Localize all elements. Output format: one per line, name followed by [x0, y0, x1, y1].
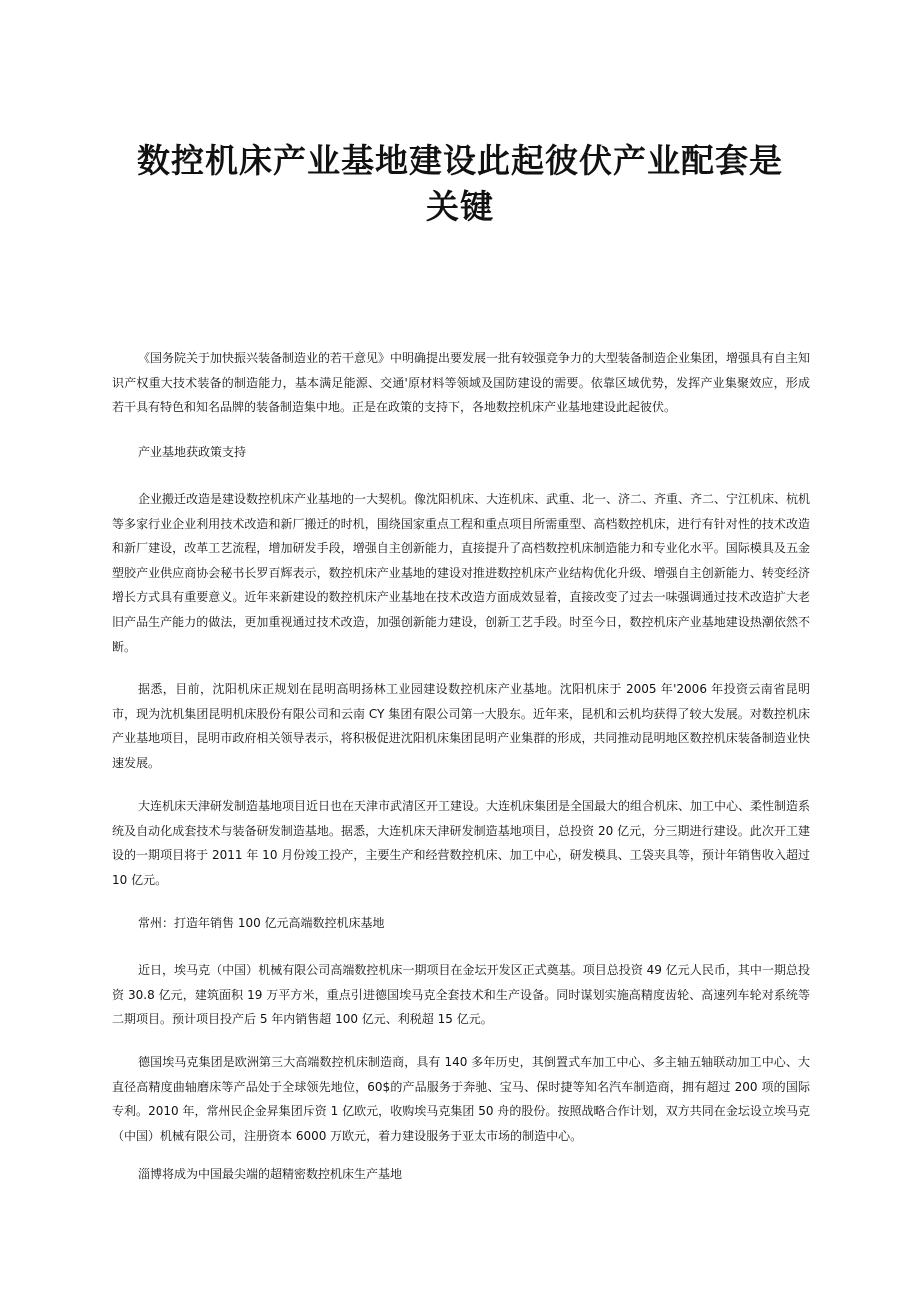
paragraph-dalian: 大连机床天津研发制造基地项目近日也在天津市武清区开工建设。大连机床集团是全国最大的组合机床、加工中心、柔性制造系统及自动化成套技术与装备研发制造基地。据悉，大连机床天津研发制造基地项目，总投资 20 亿元，分三期进行建设。此次开工建设的一期项目将于 2011 年 10 月份竣工投产，主要生产和经营数控机床、加工中心，研发模具、工袋夹具等，预计年销售收入超过 10 亿元。 [112, 799, 811, 887]
paragraph-intro: 《国务院关于加快振兴装备制造业的若干意见》中明确提出要发展一批有较强竞争力的大型装备制造企业集团，增强具有自主知识产权重大技术装备的制造能力，基本满足能源、交通'原材料等领域及国防建设的需要。依靠区域优势，发挥产业集聚效应，形成若干具有特色和知名品牌的装备制造集中地。正是在政策的支持下，各地数控机床产业基地建设此起彼伏。 [112, 351, 811, 415]
section-heading-zibo: 淄博将成为中国最尖端的超精密数控机床生产基地 [138, 1167, 403, 1181]
paragraph-emag-group: 德国埃马克集团是欧洲第三大高端数控机床制造商，具有 140 多年历史，其倒置式车加工中心、多主轴五轴联动加工中心、大直径高精度曲轴磨床等产品处于全球领先地位，60$的产品服务于奔驰、宝马、保时捷等知名汽车制造商，拥有超过 200 项的国际专利。2010 年，常州民企金昇集团斥资 1 亿欧元，收购埃马克集团 50 舟的股份。按照战略合作计划，双方共同在金坛设立埃马克（中国）机械有限公司，注册资本 6000 万欧元，着力建设服务于亚太市场的制造中心。 [112, 1055, 810, 1143]
paragraph-relocation: 企业搬迁改造是建设数控机床产业基地的一大契机。像沈阳机床、大连机床、武重、北一、济二、齐重、齐二、宁江机床、杭机等多家行业企业利用技术改造和新厂搬迁的时机，围绕国家重点工程和重点项目所需重型、高档数控机床，进行有针对性的技术改造和新厂建设，改革工艺流程，增加研发手段，增强自主创新能力，直接提升了高档数控机床制造能力和专业化水平。国际模具及五金塑胶产业供应商协会秘书长罗百辉表示，数控机床产业基地的建设对推进数控机床产业结构优化升级、增强自主创新能力、转变经济增长方式具有重要意义。近年来新建设的数控机床产业基地在技术改造方面成效显着，直接改变了过去一味强调通过技术改造扩大老旧产品生产能力的做法，更加重视通过技术改造，加强创新能力建设，创新工艺手段。时至今日，数控机床产业基地建设热潮依然不断。 [112, 492, 811, 654]
title-line-1: 数控机床产业基地建设此起彼伏产业配套是 [137, 141, 783, 180]
paragraph-emag-project: 近日，埃马克（中国）机械有限公司高端数控机床一期项目在金坛开发区正式奠基。项目总投资 49 亿元人民币，其中一期总投资 30.8 亿元，建筑面积 19 万平方米，重点引进德国埃马克全套技术和生产设备。同时谋划实施高精度齿轮、高速列车轮对系统等二期项目。预计项目投产后 5 年内销售超 100 亿元、利税超 15 亿元。 [112, 963, 810, 1027]
document-title [100, 138, 820, 230]
section-heading-policy: 产业基地获政策支持 [138, 445, 247, 459]
title-line-2: 关键 [426, 187, 494, 226]
paragraph-shenyang: 据悉，目前，沈阳机床正规划在昆明高明扬林工业园建设数控机床产业基地。沈阳机床于 2005 年'2006 年投资云南省昆明市，现为沈机集团昆明机床股份有限公司和云南 CY 集团有限公司第一大股东。近年来，昆机和云机均获得了较大发展。对数控机床产业基地项目，昆明市政府相关领导表示，将积极促进沈阳机床集团昆明产业集群的形成，共同推动昆明地区数控机床装备制造业快速发展。 [112, 682, 810, 770]
section-heading-changzhou: 常州：打造年销售 100 亿元高端数控机床基地 [138, 916, 385, 930]
